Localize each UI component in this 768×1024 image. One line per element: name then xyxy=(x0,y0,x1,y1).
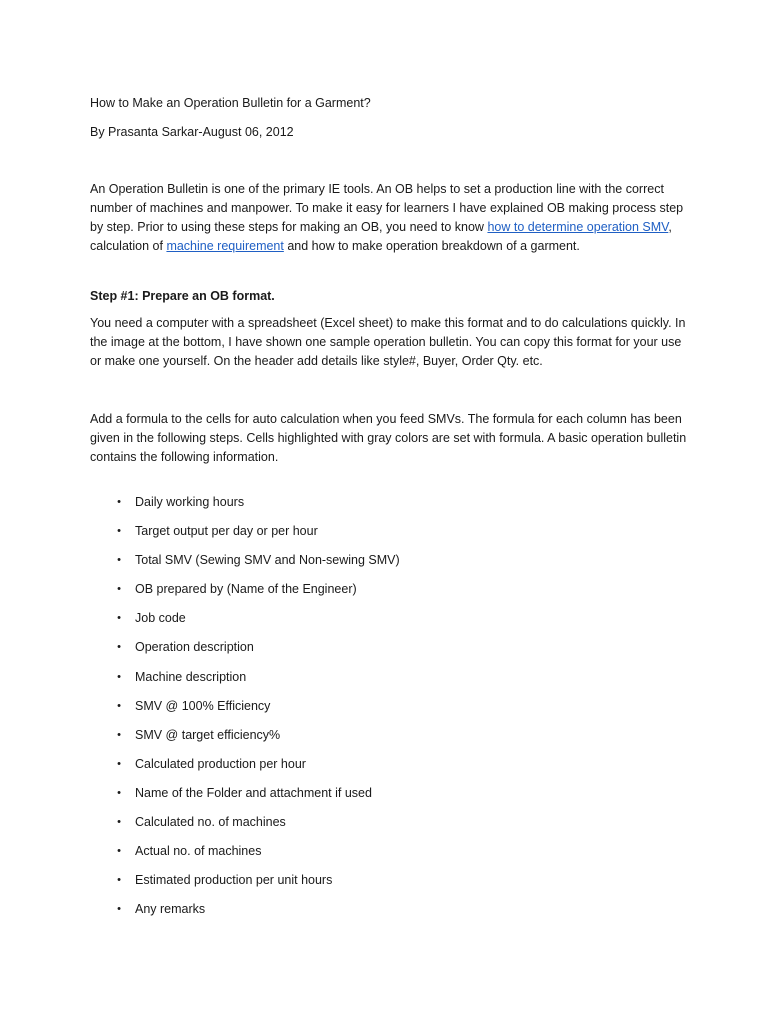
intro-text-2: , calculation of xyxy=(90,220,672,253)
bullet-icon: • xyxy=(117,699,121,712)
bullet-icon: • xyxy=(117,612,121,625)
article-title: How to Make an Operation Bulletin for a Garment? xyxy=(90,96,371,110)
step1-heading: Step #1: Prepare an OB format. xyxy=(90,289,275,303)
list-item xyxy=(90,814,400,843)
bullet-icon: • xyxy=(117,496,121,508)
ob-information-list xyxy=(90,494,400,930)
intro-paragraph xyxy=(90,180,690,256)
operation-smv-link[interactable]: how to determine operation SMV xyxy=(487,220,669,234)
byline xyxy=(90,124,294,140)
bullet-icon: • xyxy=(117,641,121,654)
publish-date: August 06, 2012 xyxy=(202,125,294,139)
list-item-text: Actual no. of machines xyxy=(135,844,262,859)
step1-paragraph-1: You need a computer with a spreadsheet (Excel sheet) to make this format and to do calculations quickly. In the image at the bottom, I have shown one sample operation bulletin. You can copy this format for your use or make one yourself. On the header add details like style#, Buyer, Order Qty. etc. xyxy=(90,316,686,368)
list-item-text: Target output per day or per hour xyxy=(135,524,318,539)
list-item xyxy=(90,872,400,901)
list-item-text: Any remarks xyxy=(135,902,206,917)
list-item-text: Job code xyxy=(135,611,186,626)
bullet-icon: • xyxy=(117,525,121,538)
list-item-text: Estimated production per unit hours xyxy=(135,873,333,888)
bullet-icon: • xyxy=(117,670,121,683)
list-item xyxy=(90,785,400,814)
bullet-icon: • xyxy=(117,845,121,858)
machine-requirement-link[interactable]: machine requirement xyxy=(166,239,284,253)
list-item xyxy=(90,698,400,727)
bullet-icon: • xyxy=(117,786,121,799)
list-item xyxy=(90,669,400,698)
bullet-icon: • xyxy=(117,728,121,741)
intro-text-3: and how to make operation breakdown of a garment. xyxy=(283,239,580,253)
list-item-text: Total SMV (Sewing SMV and Non-sewing SMV) xyxy=(135,553,400,568)
bullet-icon: • xyxy=(117,903,121,916)
list-item xyxy=(90,552,400,581)
list-item-text: Calculated production per hour xyxy=(135,756,306,771)
author: By Prasanta Sarkar xyxy=(90,125,199,139)
list-item xyxy=(90,727,400,756)
list-item xyxy=(90,581,400,610)
list-item xyxy=(90,756,400,785)
list-item xyxy=(90,610,400,639)
list-item-text: Calculated no. of machines xyxy=(135,815,286,830)
bullet-icon: • xyxy=(117,816,121,829)
list-item xyxy=(90,901,400,930)
bullet-icon: • xyxy=(117,757,121,770)
intro-text-1: An Operation Bulletin is one of the primary IE tools. An OB helps to set a production line with the correct number of machines and manpower. To make it easy for learners I have explained OB making process step by step. Prior to using these steps for making an OB, you need to know xyxy=(90,182,684,234)
list-item-text: Machine description xyxy=(135,669,247,684)
list-item-text: Name of the Folder and attachment if used xyxy=(135,785,372,800)
list-item xyxy=(90,639,400,668)
list-item-text: SMV @ target efficiency% xyxy=(135,727,281,742)
bullet-icon: • xyxy=(117,874,121,887)
list-item xyxy=(90,523,400,552)
list-item-text: Operation description xyxy=(135,640,254,655)
list-item-text: Daily working hours xyxy=(135,495,245,509)
step1-paragraph-2: Add a formula to the cells for auto calculation when you feed SMVs. The formula for each column has been given in the following steps. Cells highlighted with gray colors are set with formula. A basic operation bulletin contains the following information. xyxy=(90,412,687,464)
list-item xyxy=(90,494,400,523)
list-item-text: SMV @ 100% Efficiency xyxy=(135,698,271,713)
byline-separator: - xyxy=(198,125,203,139)
bullet-icon: • xyxy=(117,583,121,596)
list-item-text: OB prepared by (Name of the Engineer) xyxy=(135,582,357,597)
list-item xyxy=(90,843,400,872)
bullet-icon: • xyxy=(117,554,121,567)
